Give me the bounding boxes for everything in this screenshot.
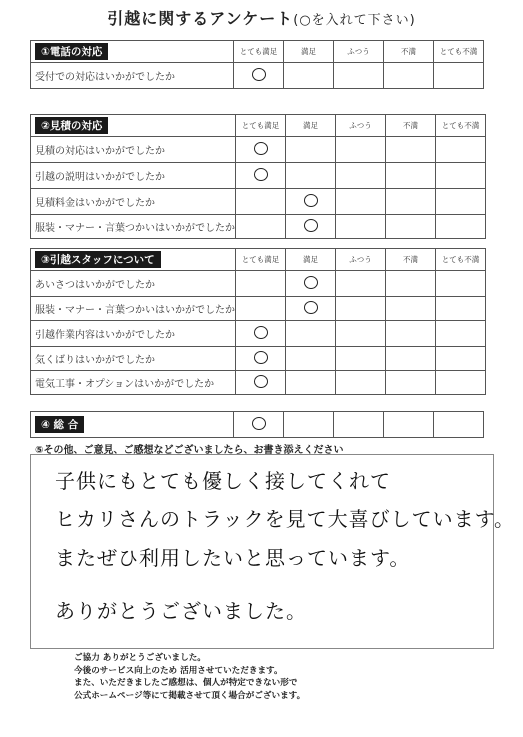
answer-cell[interactable] (284, 412, 334, 438)
circle-mark-icon (304, 219, 318, 232)
answer-cell[interactable] (236, 137, 286, 163)
scale-header: 満足 (286, 249, 336, 271)
scale-header: ふつう (336, 115, 386, 137)
answer-cell[interactable] (336, 137, 386, 163)
answer-cell[interactable] (386, 321, 436, 347)
answer-cell[interactable] (436, 347, 486, 371)
answer-cell[interactable] (386, 215, 436, 239)
question-label: 気くばりはいかがでしたか (31, 347, 236, 371)
scale-header: 不満 (386, 249, 436, 271)
circle-mark-icon (252, 417, 266, 430)
answer-cell[interactable] (384, 412, 434, 438)
answer-cell[interactable] (286, 321, 336, 347)
survey-title: 引越に関するアンケート (107, 9, 294, 28)
footer-line: 公式ホームページ等にて掲載させて頂く場合がございます。 (74, 690, 306, 701)
answer-cell[interactable] (336, 189, 386, 215)
answer-cell[interactable] (386, 137, 436, 163)
answer-cell[interactable] (286, 347, 336, 371)
section-header-row (31, 115, 486, 137)
scale-header: とても不満 (434, 41, 484, 63)
answer-cell[interactable] (436, 371, 486, 395)
answer-cell[interactable] (336, 297, 386, 321)
section-label: ①電話の対応 (35, 43, 108, 60)
answer-cell[interactable] (386, 271, 436, 297)
answer-cell[interactable] (236, 321, 286, 347)
answer-cell[interactable] (234, 63, 284, 89)
comment-line: またぜひ利用したいと思っています。 (55, 546, 411, 570)
circle-mark-icon (252, 68, 266, 81)
answer-cell[interactable] (336, 321, 386, 347)
scale-header: ふつう (336, 249, 386, 271)
question-row (31, 347, 486, 371)
answer-cell[interactable] (384, 63, 434, 89)
overall-row (31, 412, 484, 438)
footer-line: また、いただきましたご感想は、個人が特定できない形で (74, 678, 298, 688)
answer-cell[interactable] (386, 189, 436, 215)
overall-table (30, 411, 484, 438)
answer-cell[interactable] (434, 63, 484, 89)
answer-cell[interactable] (386, 371, 436, 395)
answer-cell[interactable] (286, 297, 336, 321)
answer-cell[interactable] (286, 215, 336, 239)
comment-line: ヒカリさんのトラックを見て大喜びしています。 (55, 507, 515, 531)
footer-line: 今後のサービス向上のため 活用させていただきます。 (74, 665, 283, 676)
question-row (31, 371, 486, 395)
answer-cell[interactable] (436, 137, 486, 163)
answer-cell[interactable] (236, 189, 286, 215)
answer-cell[interactable] (334, 412, 384, 438)
section-label: ②見積の対応 (35, 117, 108, 134)
overall-label: ④ 総 合 (35, 416, 84, 433)
question-row (31, 271, 486, 297)
question-label: 引越の説明はいかがでしたか (31, 163, 236, 189)
answer-cell[interactable] (386, 347, 436, 371)
answer-cell[interactable] (336, 347, 386, 371)
circle-mark-icon (304, 194, 318, 207)
question-row (31, 321, 486, 347)
circle-mark-icon (304, 276, 318, 289)
question-label: 引越作業内容はいかがでしたか (31, 321, 236, 347)
scale-header: とても不満 (436, 115, 486, 137)
scale-header: 満足 (284, 41, 334, 63)
scale-header: とても満足 (236, 115, 286, 137)
scale-header: 不満 (384, 41, 434, 63)
answer-cell[interactable] (434, 412, 484, 438)
answer-cell[interactable] (336, 271, 386, 297)
answer-cell[interactable] (236, 215, 286, 239)
question-label: 見積料金はいかがでしたか (31, 189, 236, 215)
answer-cell[interactable] (436, 297, 486, 321)
circle-mark-icon (254, 326, 268, 339)
other-comments-label: ⑤その他、ご意見、ご感想などございましたら、お書き添えください (35, 445, 344, 456)
answer-cell[interactable] (286, 371, 336, 395)
section-table (30, 114, 486, 239)
footer-note (74, 652, 305, 702)
question-row (31, 297, 486, 321)
circle-mark-icon (304, 301, 318, 314)
question-row (31, 163, 486, 189)
scale-header: ふつう (334, 41, 384, 63)
section-header-row (31, 249, 486, 271)
answer-cell[interactable] (286, 137, 336, 163)
scale-header: とても満足 (234, 41, 284, 63)
section-header-row (31, 41, 484, 63)
answer-cell[interactable] (236, 163, 286, 189)
answer-cell[interactable] (336, 371, 386, 395)
section-label: ③引越スタッフについて (35, 251, 161, 268)
page-title (0, 6, 523, 29)
overall-label-cell (31, 412, 234, 438)
section-header (31, 249, 236, 271)
answer-cell[interactable] (334, 63, 384, 89)
answer-cell[interactable] (336, 163, 386, 189)
section-header (31, 41, 234, 63)
scale-header: 不満 (386, 115, 436, 137)
answer-cell[interactable] (236, 271, 286, 297)
section-table (30, 40, 484, 89)
section-table (30, 248, 486, 395)
answer-cell[interactable] (286, 189, 336, 215)
answer-cell[interactable] (284, 63, 334, 89)
answer-cell[interactable] (236, 347, 286, 371)
circle-mark-icon (254, 142, 268, 155)
answer-cell[interactable] (436, 271, 486, 297)
question-label: あいさつはいかがでしたか (31, 271, 236, 297)
answer-cell[interactable] (286, 271, 336, 297)
circle-mark-icon (254, 351, 268, 364)
question-label: 電気工事・オプションはいかがでしたか (31, 371, 236, 395)
answer-cell[interactable] (386, 163, 436, 189)
question-label: 受付での対応はいかがでしたか (31, 63, 234, 89)
question-row (31, 63, 484, 89)
answer-cell[interactable] (234, 412, 284, 438)
answer-cell[interactable] (386, 297, 436, 321)
answer-cell[interactable] (336, 215, 386, 239)
answer-cell[interactable] (436, 163, 486, 189)
circle-mark-icon (254, 375, 268, 388)
section-header (31, 115, 236, 137)
question-label: 服装・マナー・言葉つかいはいかがでしたか (31, 215, 236, 239)
question-row (31, 189, 486, 215)
scale-header: とても不満 (436, 249, 486, 271)
answer-cell[interactable] (236, 297, 286, 321)
comment-line: ありがとうございました。 (55, 599, 307, 623)
scale-header: 満足 (286, 115, 336, 137)
footer-line: ご協力 ありがとうございました。 (74, 653, 206, 663)
answer-cell[interactable] (286, 163, 336, 189)
question-label: 服装・マナー・言葉つかいはいかがでしたか (31, 297, 236, 321)
answer-cell[interactable] (436, 321, 486, 347)
question-label: 見積の対応はいかがでしたか (31, 137, 236, 163)
question-row (31, 137, 486, 163)
scale-header: とても満足 (236, 249, 286, 271)
comment-line: 子供にもとても優しく接してくれて (55, 469, 391, 493)
circle-mark-icon (254, 168, 268, 181)
question-row (31, 215, 486, 239)
answer-cell[interactable] (436, 215, 486, 239)
answer-cell[interactable] (436, 189, 486, 215)
answer-cell[interactable] (236, 371, 286, 395)
survey-title-note: (○を入れて下さい) (293, 13, 416, 28)
